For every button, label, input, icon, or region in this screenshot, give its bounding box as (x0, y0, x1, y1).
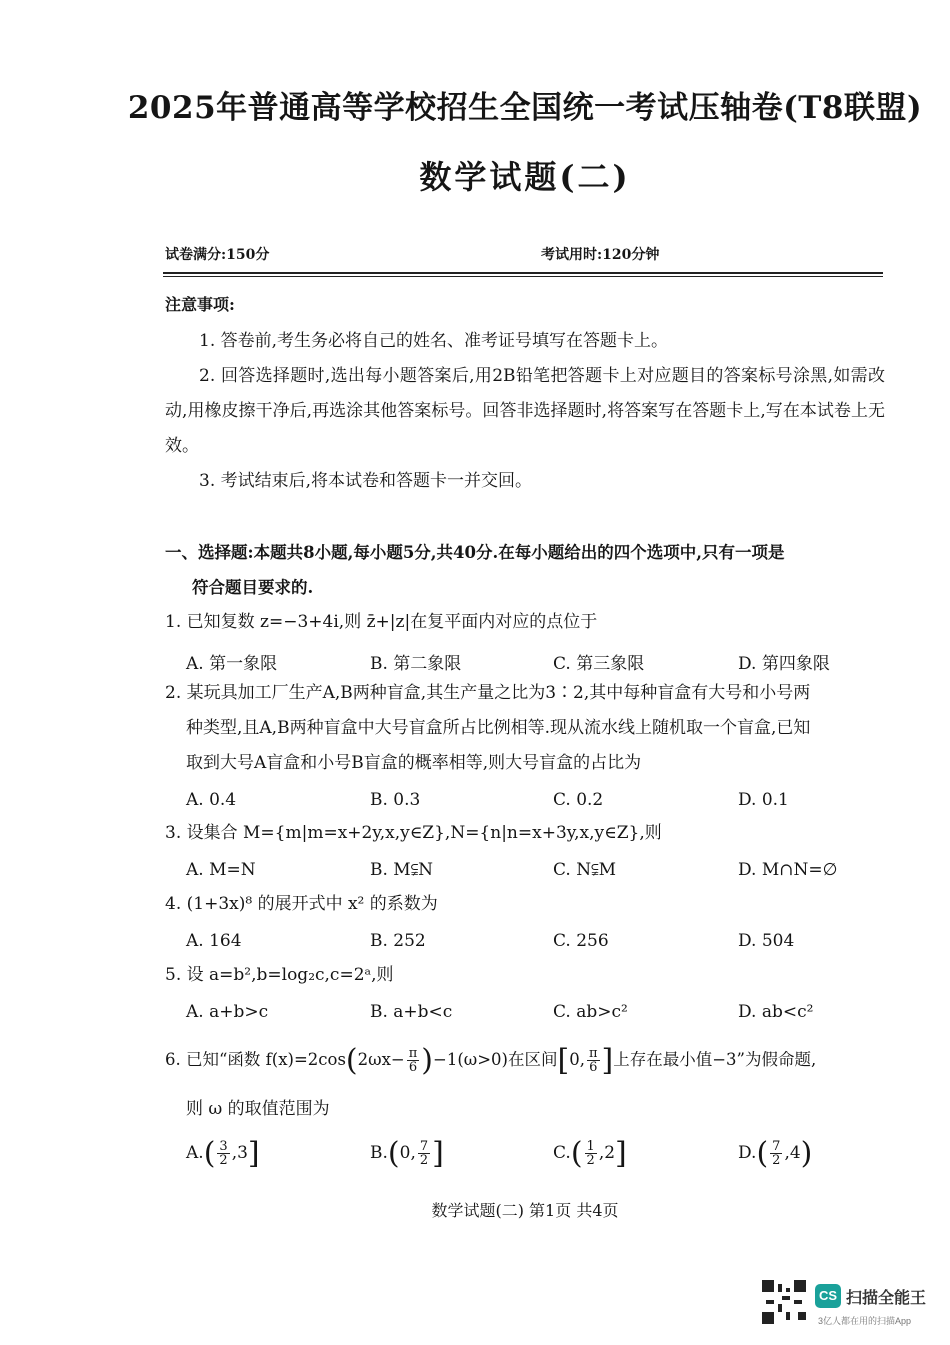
frac-num: 3 (219, 1139, 228, 1154)
divider-thick (163, 272, 883, 274)
q3-option-b: B. M⫋N (370, 860, 434, 880)
frac-den: 6 (408, 1060, 418, 1075)
fraction (585, 1140, 597, 1167)
q1-option-d: D. 第四象限 (738, 654, 830, 674)
q6-stem-mid1: 2ωx− (357, 1050, 405, 1069)
q1-option-b: B. 第二象限 (370, 654, 462, 674)
paren-close: ) (800, 1136, 813, 1171)
q2-option-d: D. 0.1 (738, 790, 789, 810)
question-6-stem (165, 1042, 885, 1078)
exam-title: 2025年普通高等学校招生全国统一考试压轴卷(T8联盟) (127, 90, 923, 126)
q3-option-c: C. N⫋M (553, 860, 616, 880)
paren-open: ( (756, 1136, 769, 1171)
scanner-tagline: 3亿人都在用的扫描App (818, 1316, 912, 1326)
scanner-name: 扫描全能王 (846, 1290, 927, 1307)
fraction (217, 1140, 229, 1167)
q5-option-c: C. ab>c² (553, 1002, 628, 1022)
divider-thin (163, 276, 883, 277)
note-item: 2. 回答选择题时,选出每小题答案后,用2B铅笔把答题卡上对应题目的答案标号涂黑,如需改动,用橡皮擦干净后,再选涂其他答案标号。回答非选择题时,将答案写在答题卡上,写在本试卷上无效。 (165, 366, 885, 456)
bracket-close: ] (601, 1043, 614, 1078)
option-label: D. (738, 1143, 757, 1163)
frac-den: 2 (586, 1153, 595, 1168)
option-rest: 0, (399, 1143, 416, 1163)
qr-code-icon (762, 1280, 806, 1324)
option-rest: ,2 (598, 1143, 616, 1163)
section-title: 一、选择题:本题共8小题,每小题5分,共40分.在每小题给出的四个选项中,只有一项是 (165, 543, 785, 562)
bracket-open: [ (557, 1043, 570, 1078)
option-label: B. (370, 1143, 388, 1163)
option-rest: ,3 (231, 1143, 248, 1163)
frac-num: 7 (419, 1139, 429, 1154)
q1-option-c: C. 第三象限 (553, 654, 645, 674)
q4-option-c: C. 256 (553, 931, 609, 951)
question-5-stem: 5. 设 a=b²,b=log₂c,c=2ᵃ,则 (165, 965, 394, 985)
q3-option-d: D. M∩N=∅ (738, 860, 838, 880)
option-label: A. (186, 1143, 204, 1163)
frac-den: 6 (589, 1060, 598, 1075)
q1-option-a: A. 第一象限 (186, 654, 278, 674)
exam-time: 考试用时:120分钟 (541, 247, 660, 263)
question-6-line2: 则 ω 的取值范围为 (186, 1099, 330, 1119)
q4-option-b: B. 252 (370, 931, 426, 951)
paren-close: ) (421, 1043, 433, 1078)
exam-subtitle: 数学试题(二) (419, 158, 631, 196)
q4-option-d: D. 504 (738, 931, 795, 951)
fraction (418, 1140, 430, 1167)
q6-stem-mid2: −1(ω>0)在区间 (433, 1050, 558, 1069)
frac-num: π (408, 1046, 418, 1061)
question-2-stem-3: 取到大号A盲盒和小号B盲盒的概率相等,则大号盲盒的占比为 (186, 753, 642, 773)
frac-num: π (588, 1046, 598, 1061)
q6-option-a (186, 1136, 260, 1171)
q6-option-b (370, 1136, 444, 1171)
frac-den: 2 (772, 1153, 781, 1168)
fraction-pi-over-6 (587, 1047, 600, 1074)
q4-option-a: A. 164 (186, 931, 242, 951)
fraction (770, 1140, 782, 1167)
q5-option-a: A. a+b>c (186, 1002, 269, 1022)
section-title-cont: 符合题目要求的. (192, 578, 314, 597)
fraction-pi-over-6 (407, 1047, 420, 1074)
q5-option-b: B. a+b<c (370, 1002, 453, 1022)
note-item: 3. 考试结束后,将本试卷和答题卡一并交回。 (199, 471, 533, 491)
q6-option-c (553, 1136, 627, 1171)
paren-open: ( (387, 1136, 400, 1171)
q6-stem-mid3: 0, (569, 1050, 585, 1069)
question-3-stem: 3. 设集合 M={m|m=x+2y,x,y∈Z},N={n|n=x+3y,x,y∈Z},则 (165, 823, 662, 843)
frac-num: 1 (586, 1139, 595, 1154)
frac-den: 2 (419, 1153, 429, 1168)
option-rest: ,4 (784, 1143, 801, 1163)
paren-open: ( (570, 1136, 583, 1171)
q6-stem-pre: 6. 已知“函数 f(x)=2cos (165, 1050, 346, 1069)
bracket-close: ] (432, 1136, 444, 1171)
bracket-close: ] (247, 1136, 260, 1171)
question-1-stem: 1. 已知复数 z=−3+4i,则 z̄+|z|在复平面内对应的点位于 (165, 612, 598, 632)
question-2-stem-1: 2. 某玩具加工厂生产A,B两种盲盒,其生产量之比为3∶2,其中每种盲盒有大号和小号两 (165, 683, 811, 703)
paren-open: ( (203, 1136, 216, 1171)
q2-option-c: C. 0.2 (553, 790, 604, 810)
question-2-stem-2: 种类型,且A,B两种盲盒中大号盲盒所占比例相等.现从流水线上随机取一个盲盒,已知 (186, 718, 811, 738)
notes-title: 注意事项: (165, 295, 235, 314)
scanner-logo-icon: CS (815, 1284, 841, 1308)
bracket-close: ] (615, 1136, 627, 1171)
q5-option-d: D. ab<c² (738, 1002, 814, 1022)
note-item: 1. 答卷前,考生务必将自己的姓名、准考证号填写在答题卡上。 (199, 331, 669, 351)
frac-den: 2 (219, 1153, 228, 1168)
q6-stem-post: 上存在最小值−3”为假命题, (613, 1050, 817, 1069)
q2-option-a: A. 0.4 (186, 790, 237, 810)
full-score: 试卷满分:150分 (165, 247, 270, 263)
frac-num: 7 (772, 1139, 781, 1154)
paren-open: ( (345, 1043, 358, 1078)
q3-option-a: A. M=N (186, 860, 256, 880)
option-label: C. (553, 1143, 571, 1163)
q2-option-b: B. 0.3 (370, 790, 421, 810)
question-4-stem: 4. (1+3x)⁸ 的展开式中 x² 的系数为 (165, 894, 438, 914)
q6-option-d (738, 1136, 812, 1171)
page-footer: 数学试题(二) 第1页 共4页 (431, 1201, 619, 1220)
